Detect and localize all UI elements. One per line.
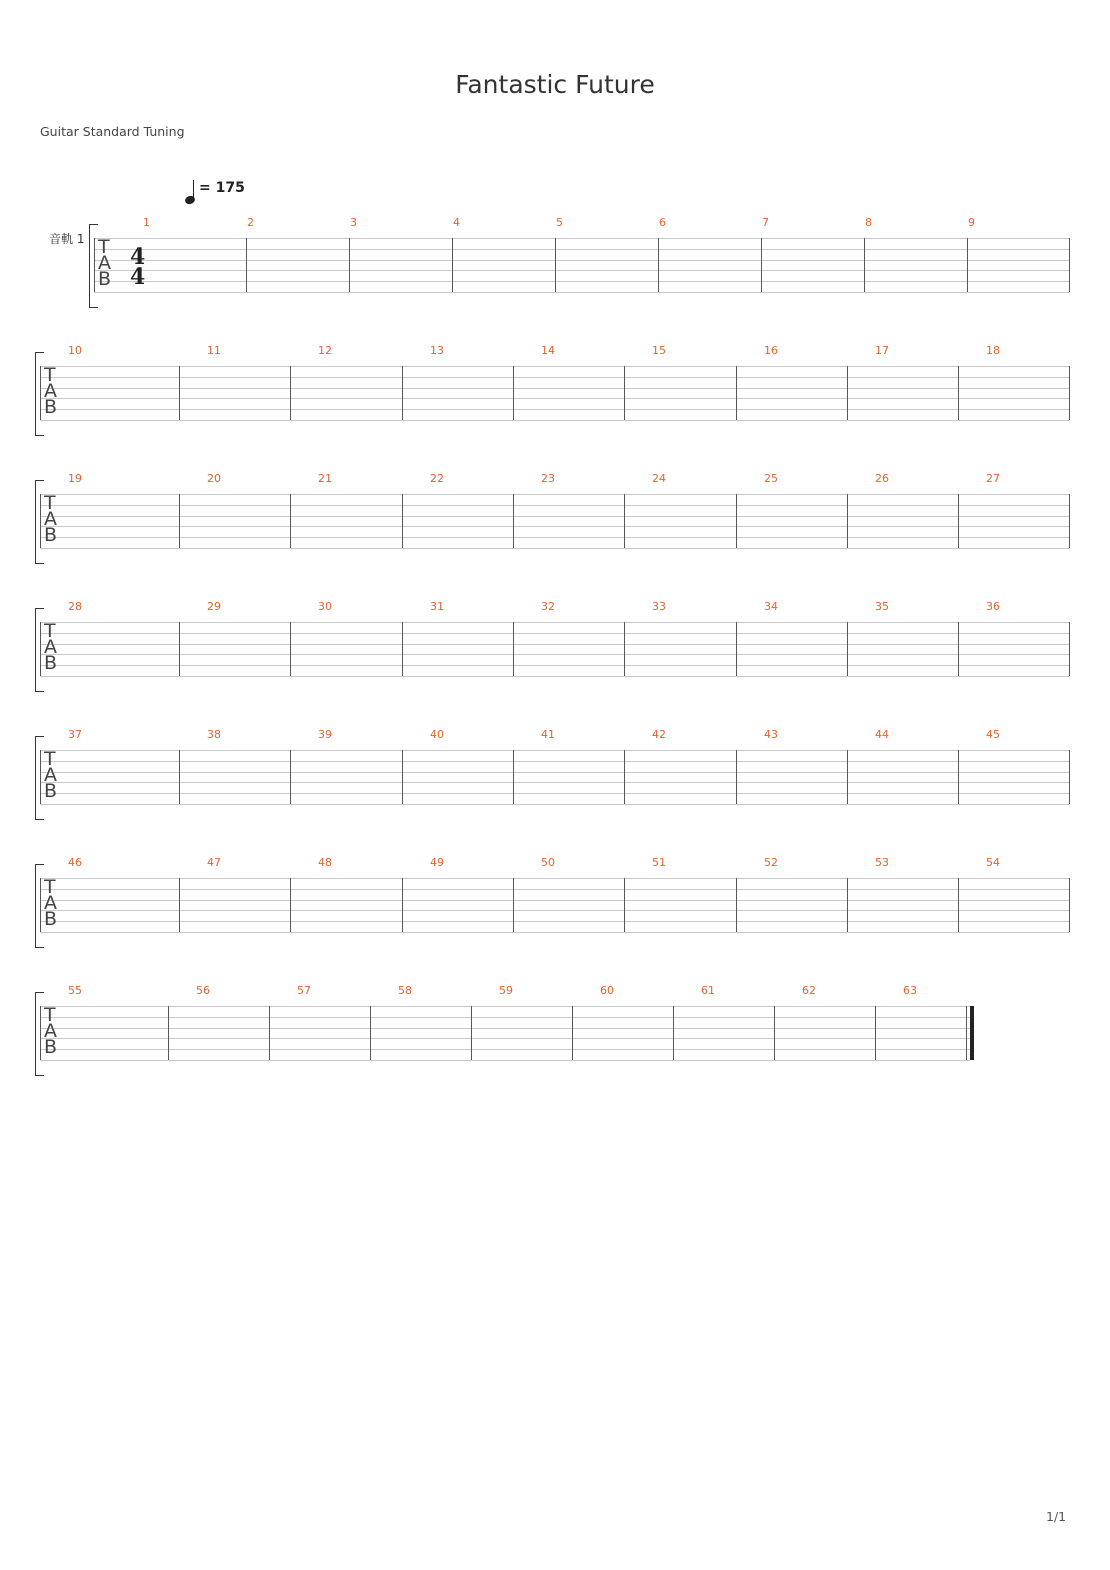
staff-line: [40, 804, 1069, 805]
tab-clef-letter: A: [98, 252, 111, 274]
bar-number: 32: [541, 600, 555, 613]
barline: [624, 750, 625, 804]
bar-number: 23: [541, 472, 555, 485]
barline: [290, 366, 291, 420]
bar-number: 22: [430, 472, 444, 485]
start-barline: [40, 494, 41, 548]
barline: [179, 622, 180, 676]
staff-line: [40, 1017, 970, 1018]
bar-number: 39: [318, 728, 332, 741]
bar-number: 37: [68, 728, 82, 741]
barline: [875, 1006, 876, 1060]
barline: [958, 878, 959, 932]
barline: [864, 238, 865, 292]
bar-number: 9: [968, 216, 975, 229]
barline: [1069, 494, 1070, 548]
bar-number: 35: [875, 600, 889, 613]
barline: [847, 878, 848, 932]
tab-clef-letter: A: [44, 636, 57, 658]
tab-clef-letter: T: [44, 1004, 56, 1026]
bar-number: 29: [207, 600, 221, 613]
barline: [572, 1006, 573, 1060]
start-barline: [94, 238, 95, 292]
staff-line: [94, 292, 1069, 293]
bar-number: 6: [659, 216, 666, 229]
staff-line: [40, 910, 1069, 911]
barline: [658, 238, 659, 292]
page-number: 1/1: [1046, 1509, 1067, 1524]
barline: [847, 750, 848, 804]
tab-clef: [44, 748, 58, 802]
staff-line: [94, 249, 1069, 250]
barline: [958, 366, 959, 420]
barline: [349, 238, 350, 292]
staff-line: [40, 420, 1069, 421]
staff-line: [40, 1060, 970, 1061]
staff-line: [40, 761, 1069, 762]
bar-number: 36: [986, 600, 1000, 613]
tab-clef-letter: B: [98, 268, 112, 290]
barline: [402, 750, 403, 804]
bar-number: 43: [764, 728, 778, 741]
staff-line: [40, 900, 1069, 901]
staff-line: [40, 644, 1069, 645]
time-signature: [130, 244, 146, 290]
bar-number: 3: [350, 216, 357, 229]
bar-number: 10: [68, 344, 82, 357]
barline: [673, 1006, 674, 1060]
bar-number: 48: [318, 856, 332, 869]
barline: [1069, 622, 1070, 676]
barline: [624, 494, 625, 548]
bar-number: 1: [143, 216, 150, 229]
tab-clef-letter: A: [44, 764, 57, 786]
staff-line: [40, 782, 1069, 783]
bar-number: 58: [398, 984, 412, 997]
barline: [402, 878, 403, 932]
tab-clef-letter: B: [44, 908, 58, 930]
bar-number: 34: [764, 600, 778, 613]
staff-line: [40, 409, 1069, 410]
barline: [290, 622, 291, 676]
barline: [736, 622, 737, 676]
staff-line: [40, 654, 1069, 655]
time-signature-top: 4: [130, 244, 146, 270]
tempo-marking: [183, 178, 263, 210]
staff-line: [40, 1028, 970, 1029]
barline: [402, 366, 403, 420]
staff-line: [40, 793, 1069, 794]
bar-number: 56: [196, 984, 210, 997]
barline: [966, 1006, 967, 1060]
bar-number: 46: [68, 856, 82, 869]
bar-number: 30: [318, 600, 332, 613]
bar-number: 42: [652, 728, 666, 741]
bar-number: 2: [247, 216, 254, 229]
barline: [736, 878, 737, 932]
barline: [1069, 878, 1070, 932]
bar-number: 26: [875, 472, 889, 485]
staff-line: [40, 1006, 970, 1007]
tab-clef-letter: T: [44, 748, 56, 770]
bar-number: 55: [68, 984, 82, 997]
barline: [958, 494, 959, 548]
bar-number: 50: [541, 856, 555, 869]
bar-number: 8: [865, 216, 872, 229]
tab-clef-letter: T: [44, 620, 56, 642]
start-barline: [40, 1006, 41, 1060]
barline: [736, 494, 737, 548]
tab-clef-letter: A: [44, 892, 57, 914]
tab-clef: [44, 492, 58, 546]
bar-number: 15: [652, 344, 666, 357]
staff-line: [40, 1038, 970, 1039]
barline: [1069, 238, 1070, 292]
tab-clef: [44, 876, 58, 930]
staff-line: [40, 633, 1069, 634]
bar-number: 40: [430, 728, 444, 741]
bar-number: 13: [430, 344, 444, 357]
bar-number: 59: [499, 984, 513, 997]
barline: [513, 750, 514, 804]
barline: [452, 238, 453, 292]
barline: [1069, 366, 1070, 420]
barline: [471, 1006, 472, 1060]
barline: [624, 622, 625, 676]
barline: [736, 366, 737, 420]
barline: [290, 494, 291, 548]
staff-line: [40, 622, 1069, 623]
bar-number: 20: [207, 472, 221, 485]
bar-number: 28: [68, 600, 82, 613]
barline: [179, 494, 180, 548]
staff-line: [40, 548, 1069, 549]
bar-number: 49: [430, 856, 444, 869]
barline: [513, 878, 514, 932]
barline: [513, 366, 514, 420]
barline: [624, 878, 625, 932]
barline: [847, 366, 848, 420]
barline: [402, 622, 403, 676]
bar-number: 61: [701, 984, 715, 997]
barline: [370, 1006, 371, 1060]
staff-line: [40, 665, 1069, 666]
tab-clef-letter: T: [44, 876, 56, 898]
bar-number: 18: [986, 344, 1000, 357]
bar-number: 45: [986, 728, 1000, 741]
score-title: Fantastic Future: [455, 70, 655, 99]
bar-number: 27: [986, 472, 1000, 485]
staff-line: [40, 921, 1069, 922]
bar-number: 44: [875, 728, 889, 741]
bar-number: 5: [556, 216, 563, 229]
staff-line: [40, 505, 1069, 506]
staff-line: [40, 366, 1069, 367]
bar-number: 60: [600, 984, 614, 997]
barline: [774, 1006, 775, 1060]
staff-line: [40, 388, 1069, 389]
barline: [847, 494, 848, 548]
barline: [179, 878, 180, 932]
tab-clef-letter: A: [44, 380, 57, 402]
staff-line: [40, 932, 1069, 933]
tab-clef-letter: B: [44, 1036, 58, 1058]
tab-clef: [98, 236, 112, 290]
bar-number: 17: [875, 344, 889, 357]
staff-line: [94, 270, 1069, 271]
bar-number: 41: [541, 728, 555, 741]
barline: [624, 366, 625, 420]
bar-number: 7: [762, 216, 769, 229]
tuning-label: Guitar Standard Tuning: [40, 124, 185, 139]
tab-clef: [44, 620, 58, 674]
barline: [269, 1006, 270, 1060]
bar-number: 24: [652, 472, 666, 485]
staff-line: [40, 889, 1069, 890]
bar-number: 62: [802, 984, 816, 997]
bar-number: 11: [207, 344, 221, 357]
bar-number: 38: [207, 728, 221, 741]
tab-clef: [44, 1004, 58, 1058]
tempo-bpm: = 175: [199, 180, 245, 196]
barline: [290, 878, 291, 932]
tab-clef-letter: T: [44, 492, 56, 514]
track-name: 音軌 1: [49, 232, 85, 246]
bar-number: 19: [68, 472, 82, 485]
barline: [761, 238, 762, 292]
barline: [513, 494, 514, 548]
barline: [402, 494, 403, 548]
tab-clef-letter: B: [44, 396, 58, 418]
staff-line: [40, 494, 1069, 495]
barline: [168, 1006, 169, 1060]
barline: [847, 622, 848, 676]
bar-number: 52: [764, 856, 778, 869]
barline: [290, 750, 291, 804]
staff-line: [40, 526, 1069, 527]
barline: [736, 750, 737, 804]
bar-number: 63: [903, 984, 917, 997]
staff-line: [94, 238, 1069, 239]
bar-number: 57: [297, 984, 311, 997]
bar-number: 53: [875, 856, 889, 869]
bar-number: 25: [764, 472, 778, 485]
barline: [967, 238, 968, 292]
barline: [958, 622, 959, 676]
staff-line: [94, 260, 1069, 261]
staff-line: [40, 1049, 970, 1050]
start-barline: [40, 622, 41, 676]
barline: [246, 238, 247, 292]
final-barline: [970, 1006, 974, 1060]
tab-clef-letter: B: [44, 524, 58, 546]
time-signature-bottom: 4: [130, 264, 146, 290]
staff-line: [40, 676, 1069, 677]
barline: [555, 238, 556, 292]
staff-line: [40, 878, 1069, 879]
barline: [1069, 750, 1070, 804]
tab-clef-letter: A: [44, 1020, 57, 1042]
barline: [179, 750, 180, 804]
bar-number: 12: [318, 344, 332, 357]
bar-number: 47: [207, 856, 221, 869]
bar-number: 4: [453, 216, 460, 229]
barline: [179, 366, 180, 420]
bar-number: 21: [318, 472, 332, 485]
staff-line: [40, 516, 1069, 517]
barline: [958, 750, 959, 804]
staff-line: [94, 281, 1069, 282]
staff-line: [40, 750, 1069, 751]
staff-line: [40, 772, 1069, 773]
tab-clef-letter: B: [44, 780, 58, 802]
staff-line: [40, 537, 1069, 538]
tab-clef-letter: T: [44, 364, 56, 386]
start-barline: [40, 878, 41, 932]
bar-number: 14: [541, 344, 555, 357]
tab-clef: [44, 364, 58, 418]
bar-number: 16: [764, 344, 778, 357]
bar-number: 54: [986, 856, 1000, 869]
bar-number: 33: [652, 600, 666, 613]
tab-clef-letter: A: [44, 508, 57, 530]
staff-line: [40, 398, 1069, 399]
start-barline: [40, 366, 41, 420]
staff-line: [40, 377, 1069, 378]
bar-number: 51: [652, 856, 666, 869]
barline: [513, 622, 514, 676]
tab-clef-letter: T: [98, 236, 110, 258]
start-barline: [40, 750, 41, 804]
tab-clef-letter: B: [44, 652, 58, 674]
bar-number: 31: [430, 600, 444, 613]
